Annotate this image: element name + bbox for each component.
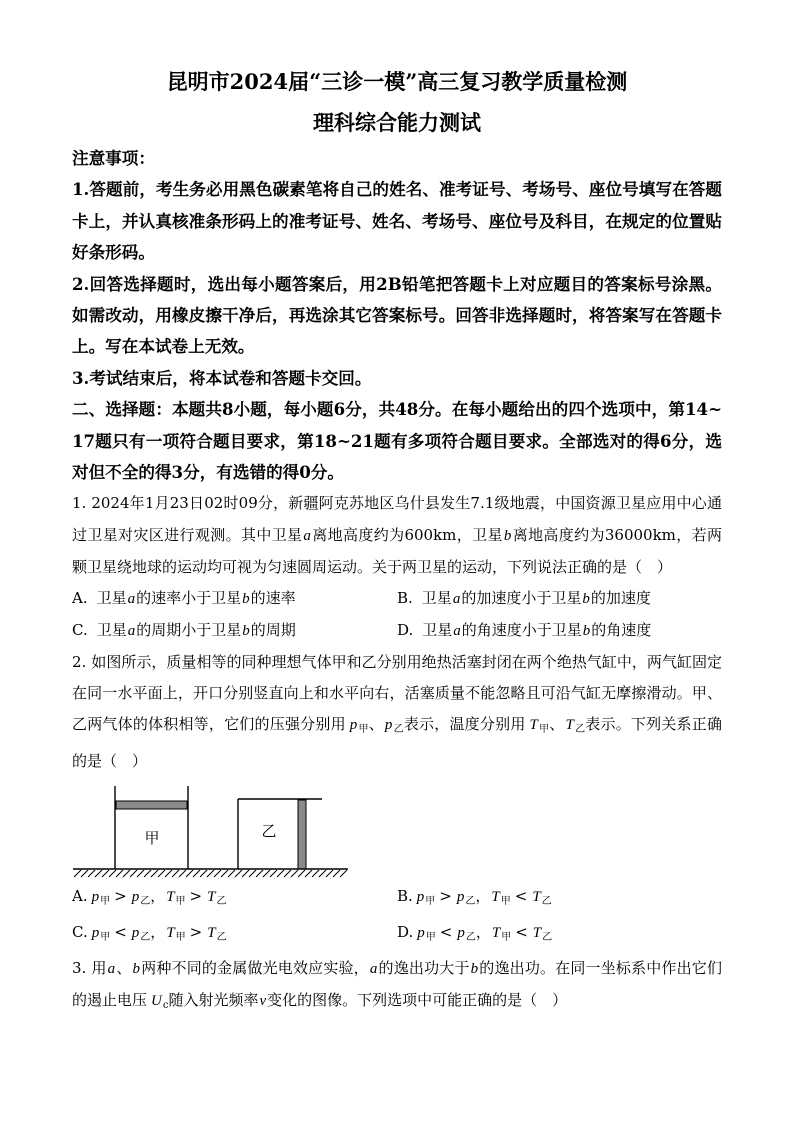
option-label: D. (397, 922, 414, 941)
stem-text: 2024年1月23日02时09分，新疆阿克苏地区乌什县发生7.1级地震，中国资源卫星应用中心通过卫星对灾区进行观测。其中卫星 (72, 494, 722, 544)
exam-subtitle: 理科综合能力测试 (313, 110, 481, 135)
option-label: B. (397, 886, 413, 905)
subscript-c: c (162, 1000, 169, 1012)
pressure-relation: < (114, 922, 127, 941)
subscript-yi: 乙 (465, 931, 476, 943)
option-c (72, 917, 397, 953)
subscript-yi: 乙 (541, 895, 552, 907)
subscript-jia: 甲 (501, 931, 512, 943)
enum-separator: 、 (549, 715, 565, 734)
option-label: B. (397, 589, 413, 608)
temperature-symbol: T (491, 924, 501, 941)
option-separator: ， (475, 922, 491, 941)
enum-separator: 、 (368, 715, 384, 734)
variable-a: a (453, 623, 461, 640)
subscript-yi: 乙 (542, 931, 553, 943)
variable-b: b (242, 591, 250, 608)
pressure-symbol: p (416, 888, 425, 905)
question-number: 2. (72, 653, 87, 672)
question-2-options (72, 881, 722, 953)
left-piston (116, 801, 187, 809)
variable-a: a (107, 960, 116, 977)
option-separator: ， (150, 922, 166, 941)
option-label: A. (72, 589, 88, 608)
subscript-jia: 甲 (538, 724, 550, 736)
variable-a: a (303, 527, 311, 544)
cylinders-figure (72, 777, 722, 881)
stopping-voltage-symbol: U (151, 993, 162, 1010)
stem-text: 的逸出功。在同一坐标系中作出它们的遏止电压 (72, 958, 722, 1010)
enum-separator: 、 (116, 958, 132, 977)
temperature-relation: < (515, 922, 528, 941)
stem-text: 随入射光频率 (168, 991, 259, 1010)
variable-b: b (582, 591, 590, 608)
subscript-jia: 甲 (100, 931, 111, 943)
temperature-symbol: T (491, 888, 500, 905)
pressure-symbol: p (131, 888, 140, 905)
option-b (397, 881, 722, 917)
temperature-relation: < (514, 886, 528, 905)
variable-b: b (582, 623, 591, 640)
question-2-stem (72, 647, 722, 777)
pressure-symbol: p (456, 888, 465, 905)
option-a (72, 583, 397, 615)
option-label: D. (397, 621, 414, 640)
gas-yi-label: 乙 (261, 821, 277, 840)
option-text: 卫星 (422, 621, 453, 640)
frequency-symbol: ν (259, 993, 267, 1010)
instructions-heading: 注意事项： (72, 148, 155, 168)
temperature-symbol: T (207, 924, 216, 941)
cylinders-diagram (72, 777, 362, 881)
stem-text: 两种不同的金属做光电效应实验， (141, 958, 369, 977)
option-text: 的周期小于卫星 (136, 621, 242, 640)
variable-a: a (369, 960, 378, 977)
questions (72, 488, 722, 1021)
temperature-symbol: T (529, 717, 538, 734)
question-1-options (72, 583, 722, 647)
subscript-jia: 甲 (425, 895, 436, 907)
option-text: 卫星 (96, 621, 127, 640)
option-c (72, 615, 397, 647)
option-text: 的速率小于卫星 (136, 589, 242, 608)
option-label: A. (72, 886, 88, 905)
temperature-symbol: T (166, 888, 175, 905)
option-d (397, 917, 722, 953)
subscript-yi: 乙 (140, 931, 151, 943)
instruction-item-3: 3.考试结束后，将本试卷和答题卡交回。 (72, 367, 372, 388)
variable-b: b (503, 527, 512, 544)
subscript-jia: 甲 (425, 931, 436, 943)
exam-title: 昆明市2024届“三诊一模”高三复习教学质量检测 (166, 69, 628, 94)
option-b (397, 583, 722, 615)
subscript-jia: 甲 (358, 724, 369, 736)
subscript-jia: 甲 (100, 895, 111, 907)
temperature-symbol: T (565, 717, 574, 734)
variable-b: b (470, 960, 479, 977)
option-a (72, 881, 397, 917)
stem-text: 离地高度约为600km，卫星 (311, 525, 503, 544)
instruction-item-1: 1.答题前，考生务必用黑色碳素笔将自己的姓名、准考证号、考场号、座位号填写在答题卡上，并认真核准条形码上的准考证号、姓名、考场号、座位号及科目，在规定的位置贴好条形码。 (72, 179, 722, 263)
subscript-yi: 乙 (216, 895, 227, 907)
instructions (72, 143, 722, 488)
stem-text: 的逸出功大于 (378, 958, 470, 977)
pressure-relation: > (439, 886, 452, 905)
option-label: C. (72, 922, 88, 941)
right-piston (298, 800, 306, 869)
option-text: 的速率 (250, 589, 296, 608)
pressure-symbol: p (91, 924, 100, 941)
question-3-stem (72, 953, 722, 1021)
variable-a: a (127, 623, 136, 640)
question-1-stem (72, 488, 722, 583)
stem-text: 表示。下列关系正确的是（ ） (72, 715, 722, 770)
option-separator: ， (150, 886, 166, 905)
question-number: 1. (72, 494, 87, 513)
subscript-yi: 乙 (574, 724, 586, 736)
option-text: 卫星 (421, 589, 452, 608)
subscript-yi: 乙 (465, 895, 476, 907)
option-text: 的周期 (250, 621, 296, 640)
subscript-jia: 甲 (175, 931, 186, 943)
variable-b: b (242, 623, 250, 640)
temperature-symbol: T (532, 888, 541, 905)
temperature-symbol: T (207, 888, 216, 905)
option-d (397, 615, 722, 647)
question-3 (72, 953, 722, 1021)
pressure-symbol: p (384, 717, 393, 734)
temperature-symbol: T (166, 924, 175, 941)
option-text: 的加速度小于卫星 (461, 589, 582, 608)
gas-jia-label: 甲 (144, 828, 160, 847)
temperature-symbol: T (532, 924, 542, 941)
option-text: 的加速度 (590, 589, 651, 608)
variable-a: a (127, 591, 136, 608)
question-number: 3. (72, 958, 87, 977)
subscript-jia: 甲 (175, 895, 186, 907)
pressure-symbol: p (417, 924, 425, 941)
option-text: 的角速度小于卫星 (461, 621, 582, 640)
pressure-symbol: p (91, 888, 100, 905)
question-1 (72, 488, 722, 647)
stem-text: 如图所示，质量相等的同种理想气体甲和乙分别用绝热活塞封闭在两个绝热气缸中，两气缸固定在同一水平面上，开口分别竖直向上和水平向右，活塞质量不能忽略且可沿气缸无摩擦滑动。甲、乙两气体的体积相等，它们的压强分别用 (72, 653, 722, 734)
subscript-yi: 乙 (216, 931, 227, 943)
subscript-yi: 乙 (393, 724, 404, 736)
pressure-relation: > (114, 886, 127, 905)
pressure-symbol: p (457, 924, 465, 941)
pressure-relation: < (439, 922, 453, 941)
subscript-jia: 甲 (500, 895, 511, 907)
instruction-item-2: 2.回答选择题时，选出每小题答案后，用2B铅笔把答题卡上对应题目的答案标号涂黑。如需改动，用橡皮擦干净后，再选涂其它答案标号。回答非选择题时，将答案写在答题卡上。写在本试卷上无效。 (72, 273, 722, 357)
stem-text: 变化的图像。下列选项中可能正确的是（ ） (267, 991, 568, 1010)
option-text: 的角速度 (591, 621, 652, 640)
variable-a: a (452, 591, 461, 608)
option-label: C. (72, 621, 88, 640)
temperature-relation: > (189, 922, 203, 941)
option-text: 卫星 (96, 589, 127, 608)
section-heading: 二、选择题：本题共8小题，每小题6分，共48分。在每小题给出的四个选项中，第14~17题只有一项符合题目要求，第18~21题有多项符合题目要求。全部选对的得6分，选对但不全的得3分，有选错的得0分。 (72, 399, 722, 483)
question-2 (72, 647, 722, 953)
stem-text: 表示，温度分别用 (403, 715, 526, 734)
stem-text: 用 (91, 958, 107, 977)
variable-b: b (132, 960, 141, 977)
option-separator: ， (475, 886, 491, 905)
pressure-symbol: p (131, 924, 140, 941)
subscript-yi: 乙 (140, 895, 151, 907)
ground-hatching (74, 870, 347, 877)
stem-text: 离地高度约为36000km，若两颗卫星绕地球的运动均可视为匀速圆周运动。关于两卫星的运动，下列说法正确的是（ ） (72, 525, 722, 576)
pressure-symbol: p (349, 717, 358, 734)
temperature-relation: > (189, 886, 203, 905)
